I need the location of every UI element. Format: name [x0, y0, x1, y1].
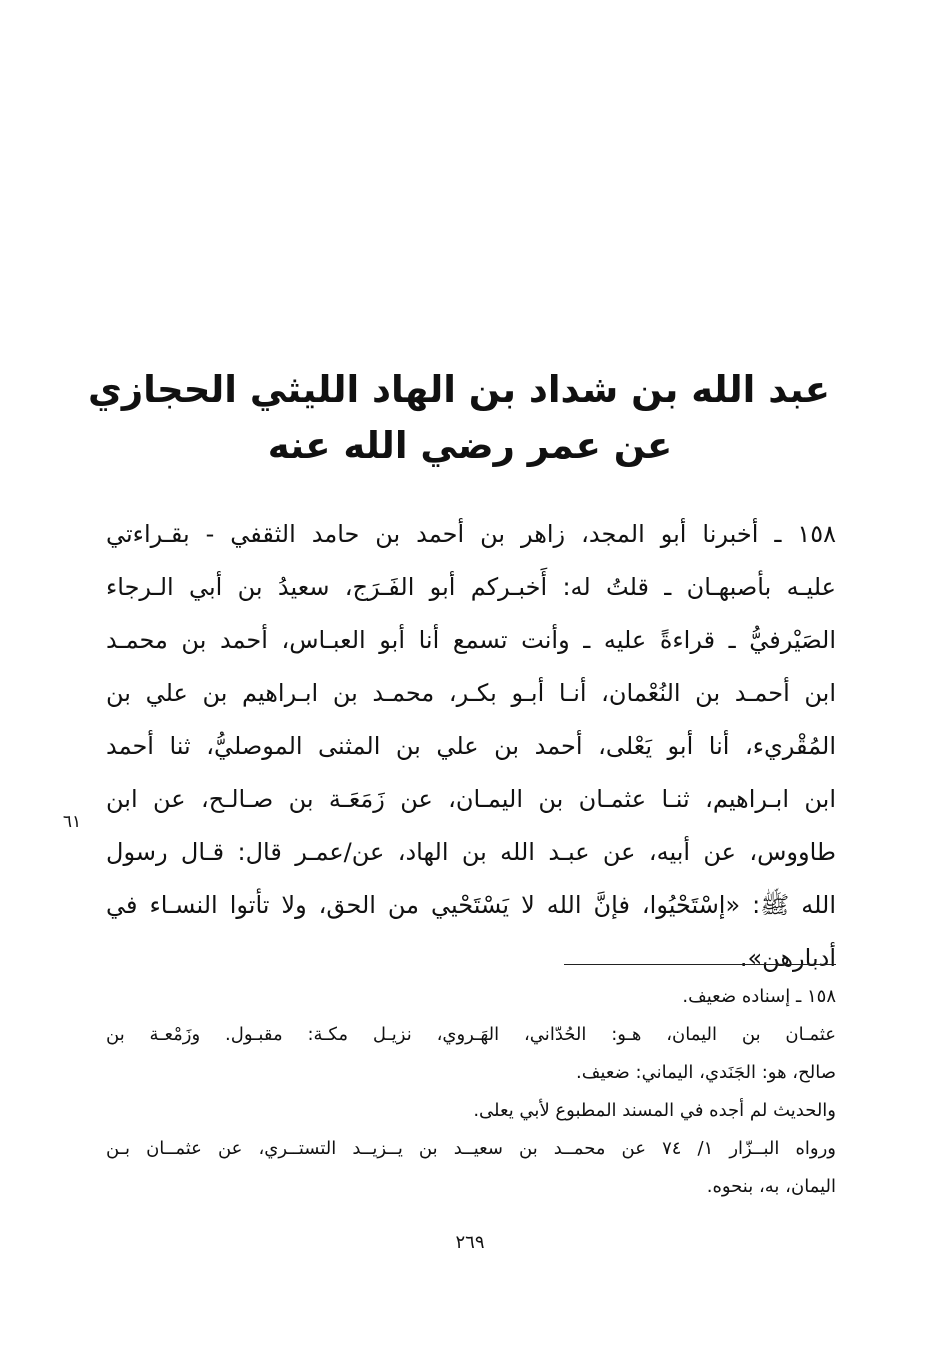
- margin-reference-number: ٦١: [62, 812, 82, 832]
- footnote-line: صالح، هو: الجَنَدي، اليماني: ضعيف.: [576, 1062, 836, 1083]
- footnotes: [106, 978, 836, 1206]
- hadith-line: ابن ابـراهيم، ثنـا عثمـان بن اليمـان، عن زَمَعَـة بن صـالـح، عن ابن: [106, 785, 836, 813]
- chapter-title: [87, 362, 830, 474]
- footnote-separator: [564, 964, 836, 965]
- hadith-line: ١٥٨ ـ أخبرنا أبو المجد، زاهر بن أحمد بن حامد الثقفي - بقـراءتي: [106, 520, 836, 548]
- page-number: ٢٦٩: [455, 1232, 485, 1253]
- footnote-line: اليمان، به، بنحوه.: [706, 1176, 836, 1197]
- footnote-line: ١٥٨ ـ إسناده ضعيف.: [682, 986, 836, 1007]
- hadith-line: المُقْريء، أنا أبو يَعْلى، أحمد بن علي بن المثنى الموصليُّ، ثنا أحمد: [106, 732, 836, 760]
- hadith-text: [106, 508, 836, 985]
- footnote-line: عثمـان بن اليمان، هـو: الحُدّاني، الهَـروي، نزيـل مكـة: مقبـول. وزَمْعـة بن: [106, 1024, 836, 1045]
- footnote-line: والحديث لم أجده في المسند المطبوع لأبي يعلى.: [473, 1100, 836, 1121]
- hadith-line: ابن أحمـد بن النُعْمان، أنـا أبـو بكـر، محمـد بن ابـراهيم بن علي بن: [106, 679, 836, 707]
- chapter-title-line-1: عبد الله بن شداد بن الهاد الليثي الحجازي: [87, 368, 830, 411]
- hadith-line: عليـه بأصبهـان ـ قلتُ له: أَخبـركم أبو الفَـرَج، سعيدُ بن أبي الـرجاء: [106, 573, 836, 601]
- hadith-line: الله ﷺ: «إسْتَحْيُوا، فإنَّ الله لا يَسْتَحْيي من الحق، ولا تأتوا النسـاء في: [106, 891, 836, 919]
- hadith-line: أدبارهن».: [739, 944, 836, 972]
- footnote-line: ورواه البــزّار ١/ ٧٤ عن محمــد بن سعيــد بن يــزيــد التستــري، عن عثمــان بـن: [106, 1138, 836, 1159]
- hadith-line: الصَيْرفيُّ ـ قراءةً عليه ـ وأنت تسمع أنا أبو العبـاس، أحمد بن محمـد: [106, 626, 836, 654]
- chapter-title-line-2: عن عمر رضي الله عنه: [267, 424, 673, 467]
- hadith-line: طاووس، عن أبيه، عن عبـد الله بن الهاد، عن/عمـر قال: قـال رسول: [106, 838, 836, 866]
